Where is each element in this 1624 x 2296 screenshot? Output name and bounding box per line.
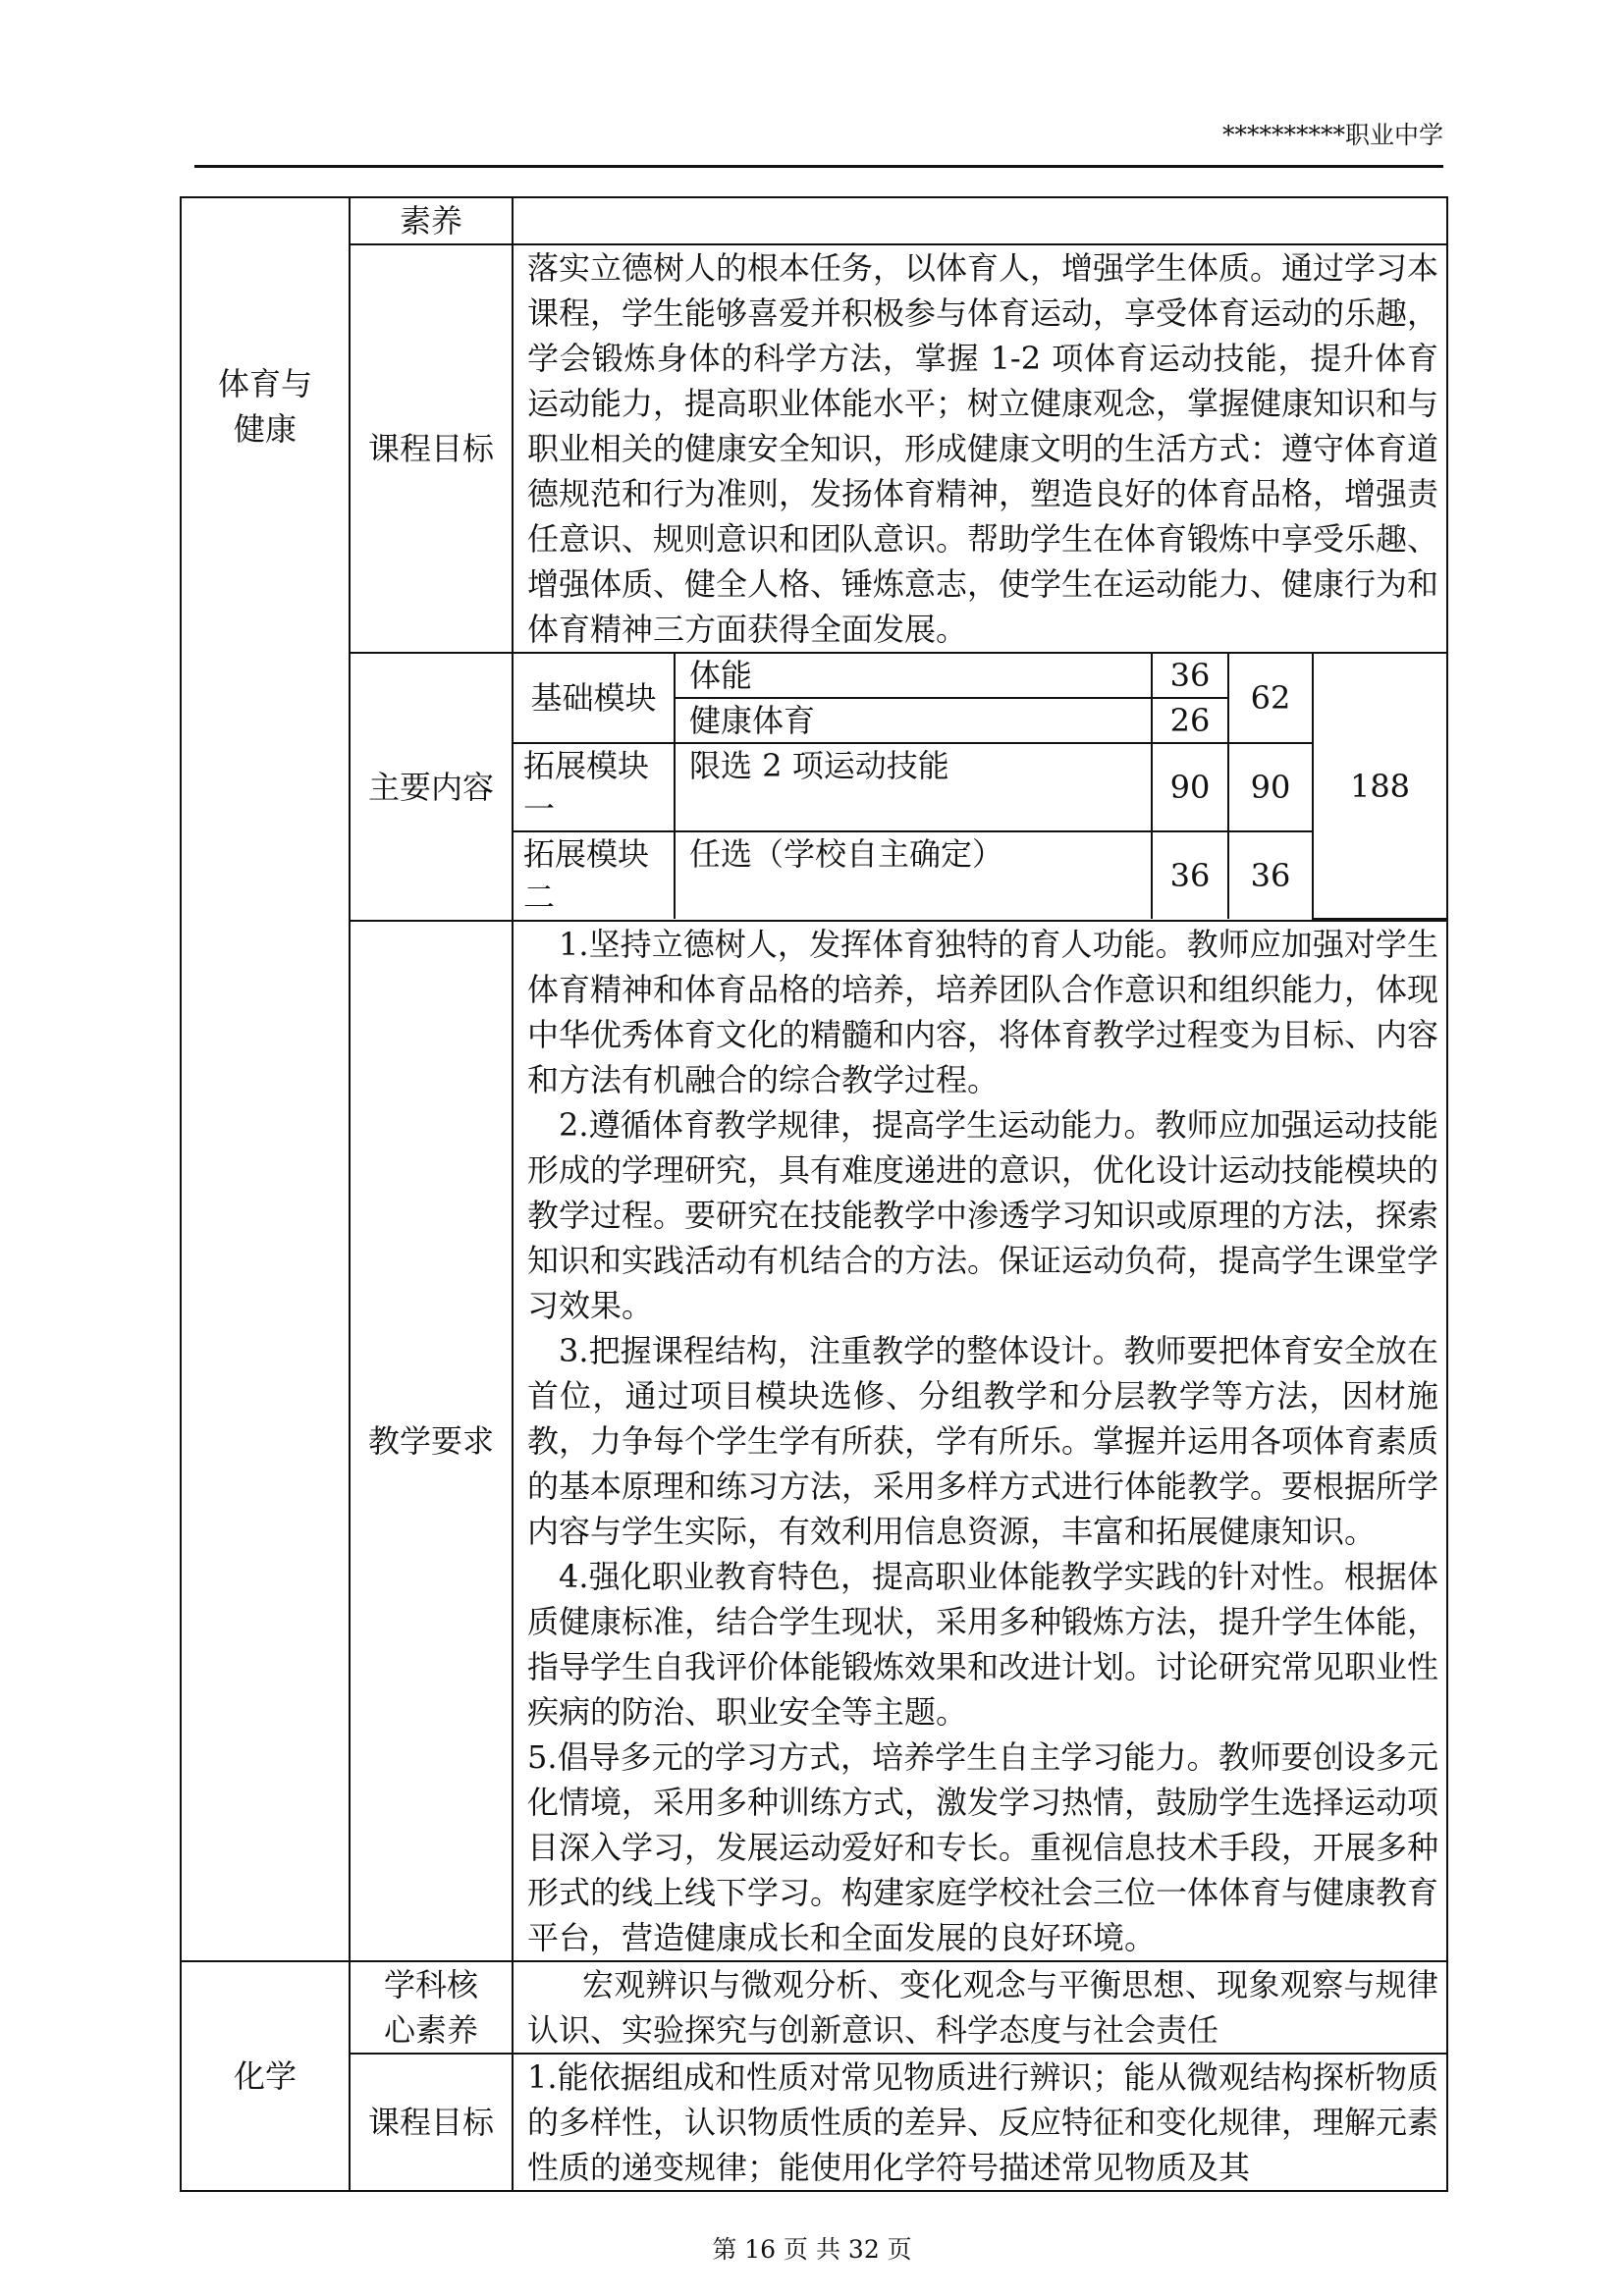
module-row [514,743,1446,831]
module-basic-subtotal: 62 [1228,654,1313,743]
module-ext1-hours: 90 [1152,743,1228,831]
chem-goal-row [181,2054,1447,2191]
module-ext1-name: 拓展模块一 [514,743,675,831]
requirement-paragraph: 1.坚持立德树人，发挥体育独特的育人功能。教师应加强对学生体育精神和体育品格的培养，培养团队合作意识和组织能力，体现中华优秀体育文化的精髓和内容，将体育教学过程变为目标、内容和方法有机融合的综合教学过程。 [527,926,1439,1098]
requirement-paragraph: 3.把握课程结构，注重教学的整体设计。教师要把体育安全放在首位，通过项目模块选修、分组教学和分层教学等方法，因材施教，力争每个学生学有所获，学有所乐。掌握并运用各项体育素质的基本原理和练习方法，采用多样方式进行体能教学。要根据所学内容与学生实际，有效利用信息资源，丰富和拓展健康知识。 [527,1332,1439,1550]
chem-goal-label: 课程目标 [350,2054,513,2191]
module-table [514,654,1446,920]
module-item-desc: 体能 [675,654,1152,698]
module-item-hours: 26 [1152,698,1228,743]
module-basic-name: 基础模块 [514,654,675,743]
chem-literacy-label: 学科核心素养 [383,1966,478,2049]
module-item-hours: 36 [1152,654,1228,698]
pe-content-row [181,653,1447,921]
pe-subject-cell [181,197,350,1961]
pe-goal-text: 落实立德树人的根本任务，以体育人，增强学生体质。通过学习本课程，学生能够喜爱并积极参与体育运动，享受体育运动的乐趣，学会锻炼身体的科学方法，掌握 1-2 项体育运动技能，提升体育运动能力，提高职业体能水平；树立健康观念，掌握健康知识和与职业相关的健康安全知识，形成健康文明的生活方式：遵守体育道德规范和行为准则，发扬体育精神，塑造良好的体育品格，增强责任意识、规则意识和团队意识。帮助学生在体育锻炼中享受乐趣、增强体质、健全人格、锤炼意志，使学生在运动能力、健康行为和体育精神三方面获得全面发展。 [527,249,1439,648]
pe-content-label: 主要内容 [350,653,513,921]
chem-goal-text: 1.能依据组成和性质对常见物质进行辨识；能从微观结构探析物质的多样性，认识物质性质的差异、反应特征和变化规律，理解元素性质的递变规律；能使用化学符号描述常见物质及其 [527,2058,1439,2186]
chem-subject-name: 化学 [233,2057,297,2095]
pe-requirement-row [181,921,1447,1961]
requirement-paragraph: 4.强化职业教育特色，提高职业体能教学实践的针对性。根据体质健康标准，结合学生现状，采用多种锻炼方法，提升学生体能，指导学生自我评价体能锻炼效果和改进计划。讨论研究常见职业性疾病的防治、职业安全等主题。 [527,1558,1439,1731]
page-header [194,110,1443,168]
module-ext2-subtotal: 36 [1228,831,1313,919]
module-item-desc: 健康体育 [675,698,1152,743]
pe-literacy-row [181,197,1447,244]
module-ext2-name: 拓展模块二 [514,831,675,919]
pe-subject-name: 体育与健康 [217,365,312,448]
module-row [514,654,1446,698]
chem-subject-cell [181,1961,350,2191]
module-ext2-desc: 任选（学校自主确定） [675,831,1152,919]
pe-goal-label: 课程目标 [350,244,513,653]
page-footer: 第 16 页 共 32 页 [712,2235,912,2264]
school-name: **********职业中学 [1221,121,1443,149]
requirement-paragraph: 2.遵循体育教学规律，提高学生运动能力。教师应加强运动技能形成的学理研究，具有难度递进的意识，优化设计运动技能模块的教学过程。要研究在技能教学中渗透学习知识或原理的方法，探索知识和实践活动有机结合的方法。保证运动负荷，提高学生课堂学习效果。 [527,1106,1439,1324]
pe-requirement-label: 教学要求 [350,921,513,1961]
chem-literacy-row [181,1961,1447,2054]
module-ext1-desc: 限选 2 项运动技能 [675,743,1152,831]
curriculum-table [180,196,1448,2192]
requirement-paragraph: 5.倡导多元的学习方式，培养学生自主学习能力。教师要创设多元化情境，采用多种训练方式，激发学习热情，鼓励学生选择运动项目深入学习，发展运动爱好和专长。重视信息技术手段，开展多种形式的线上线下学习。构建家庭学校社会三位一体体育与健康教育平台，营造健康成长和全面发展的良好环境。 [527,1738,1439,1956]
module-ext1-subtotal: 90 [1228,743,1313,831]
chem-literacy-text: 宏观辨识与微观分析、变化观念与平衡思想、现象观察与规律认识、实验探究与创新意识、科学态度与社会责任 [527,1966,1438,2049]
module-row [514,831,1446,919]
pe-goal-row [181,244,1447,653]
module-ext2-hours: 36 [1152,831,1228,919]
pe-literacy-label: 素养 [350,197,513,244]
pe-literacy-value [513,197,1447,244]
module-total: 188 [1313,654,1446,919]
